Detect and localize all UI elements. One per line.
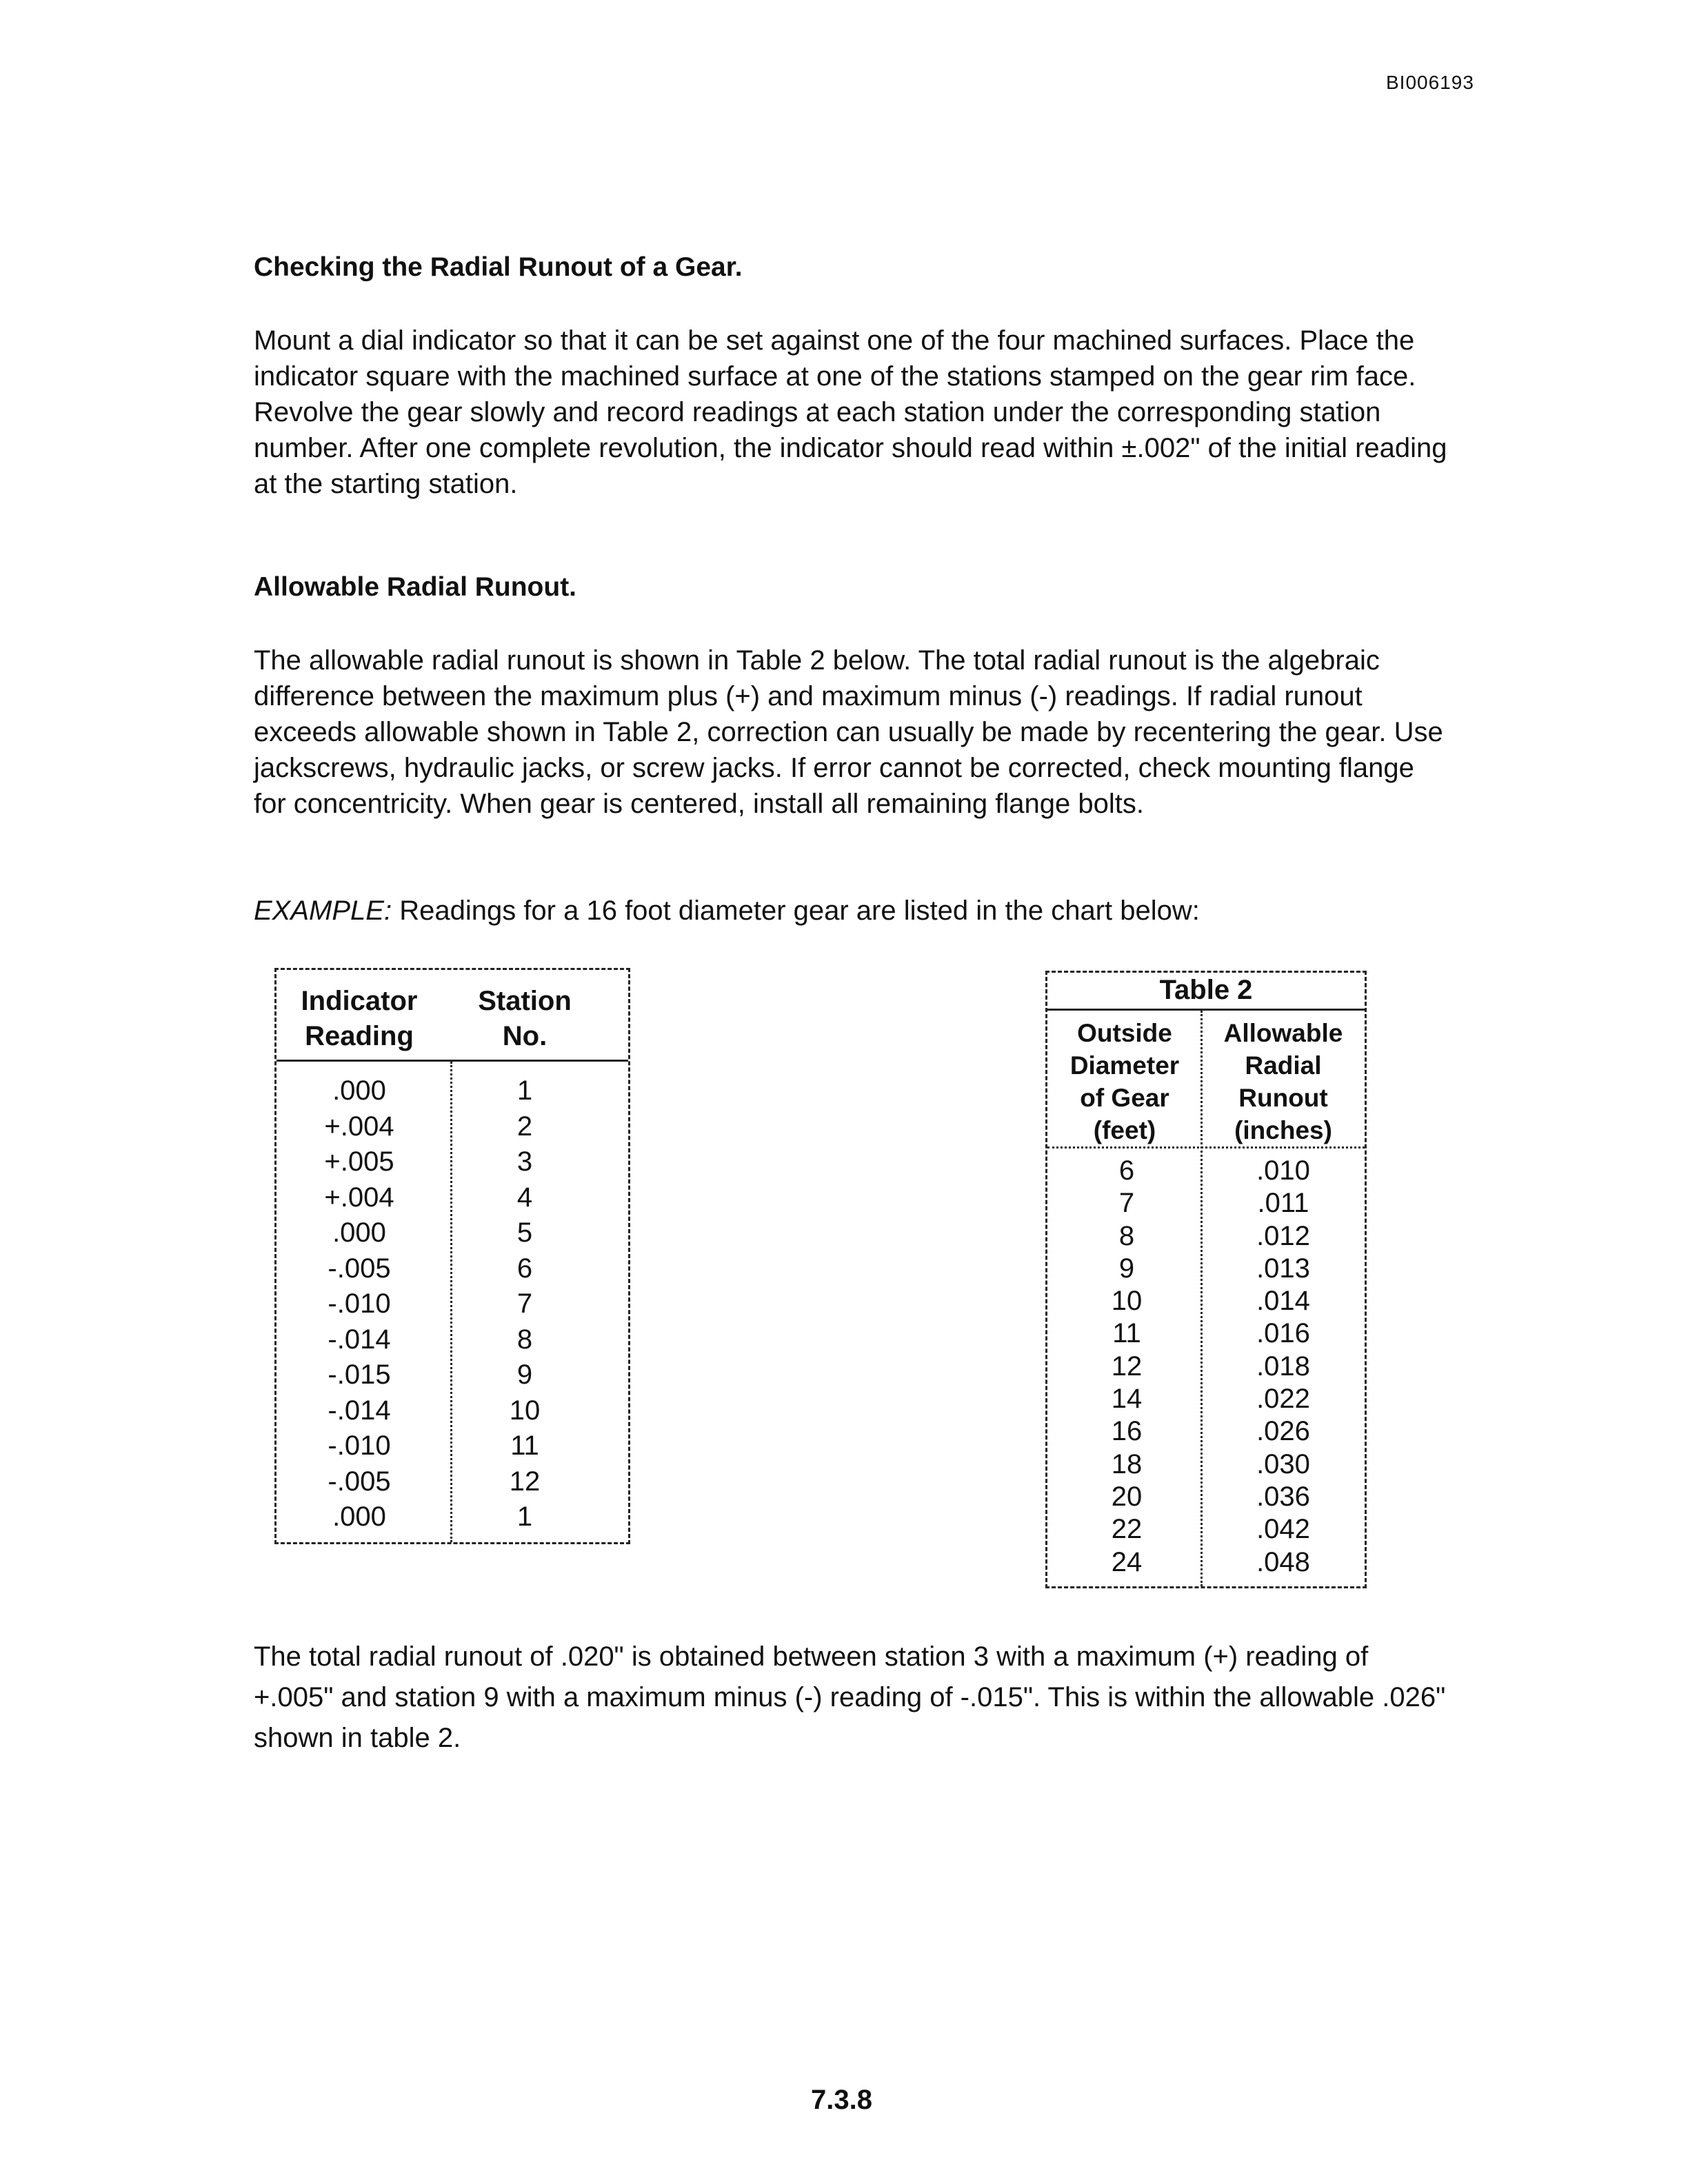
diameter-cell: 24	[1111, 1546, 1143, 1577]
diameter-cell: 6	[1118, 1155, 1135, 1186]
diameter-column	[1061, 1155, 1192, 1579]
allowable-runout-table	[1045, 971, 1367, 1588]
station-number-cell: 7	[516, 1288, 533, 1319]
station-number-cell: 8	[516, 1324, 533, 1355]
title-divider	[1047, 1009, 1365, 1011]
runout-cell: .013	[1256, 1253, 1310, 1284]
indicator-reading-cell: -.010	[328, 1430, 391, 1461]
diameter-cell: 8	[1118, 1220, 1135, 1251]
runout-cell: .036	[1256, 1481, 1310, 1512]
diameter-cell: 14	[1111, 1384, 1143, 1415]
runout-cell: .042	[1256, 1514, 1310, 1545]
diameter-cell: 9	[1118, 1253, 1135, 1284]
indicator-reading-cell: .000	[332, 1502, 386, 1532]
indicator-reading-cell: -.005	[328, 1253, 391, 1284]
station-number-cell: 11	[510, 1430, 539, 1461]
example-paragraph	[254, 893, 1448, 929]
indicator-reading-cell: +.005	[324, 1146, 394, 1177]
runout-cell: .030	[1256, 1448, 1310, 1479]
table2-header-runout	[1206, 1017, 1360, 1146]
runout-cell: .018	[1256, 1351, 1310, 1382]
page-number: 7.3.8	[811, 2085, 872, 2115]
station-number-cell: 3	[516, 1146, 533, 1177]
station-number-cell: 1	[516, 1502, 533, 1532]
runout-cell: .026	[1256, 1416, 1310, 1447]
column-divider	[1200, 1011, 1203, 1586]
diameter-cell: 10	[1111, 1286, 1143, 1317]
runout-cell: .016	[1256, 1318, 1310, 1349]
runout-cell: .012	[1256, 1220, 1310, 1251]
runout-cell: .010	[1256, 1155, 1310, 1186]
readings-column	[290, 1073, 428, 1535]
runout-cell: .014	[1256, 1286, 1310, 1317]
runout-cell: .022	[1256, 1384, 1310, 1415]
readings-table	[274, 968, 630, 1544]
readings-header-station	[449, 984, 601, 1054]
runout-cell: .011	[1257, 1188, 1309, 1219]
indicator-reading-cell: -.015	[328, 1359, 391, 1390]
station-number-cell: 9	[516, 1359, 533, 1390]
header-divider	[1047, 1146, 1365, 1149]
indicator-reading-cell: .000	[332, 1075, 386, 1106]
table2-header-diameter	[1053, 1017, 1196, 1146]
stations-column	[463, 1073, 587, 1535]
diameter-cell: 20	[1111, 1481, 1143, 1512]
example-text: Readings for a 16 foot diameter gear are listed in the chart below:	[392, 896, 1200, 926]
station-number-cell: 5	[516, 1217, 533, 1248]
document-id: BI006193	[1386, 72, 1474, 93]
radial-runout-heading: Checking the Radial Runout of a Gear.	[254, 252, 743, 282]
header-divider	[277, 1060, 628, 1062]
header-text: Allowable Radial Runout (inches)	[1223, 1019, 1343, 1144]
station-number-cell: 6	[516, 1253, 533, 1284]
station-number-cell: 4	[516, 1182, 533, 1213]
station-number-cell: 2	[516, 1111, 533, 1142]
station-number-cell: 12	[509, 1466, 541, 1497]
station-number-cell: 10	[509, 1395, 541, 1426]
indicator-reading-cell: -.014	[328, 1324, 391, 1355]
table2-title: Table 2	[1159, 975, 1253, 1005]
readings-header-indicator	[283, 984, 435, 1054]
diameter-cell: 22	[1111, 1514, 1143, 1545]
indicator-reading-cell: +.004	[324, 1111, 394, 1142]
indicator-reading-cell: +.004	[324, 1182, 394, 1213]
diameter-cell: 18	[1111, 1448, 1143, 1479]
runout-column	[1207, 1155, 1359, 1579]
conclusion-paragraph: The total radial runout of .020" is obtained between station 3 with a maximum (+) reading of +.005" and station 9 with a maximum minus (-) reading of -.015". This is within the allowable .026" shown in table 2.	[254, 1641, 1446, 1753]
runout-cell: .048	[1256, 1546, 1310, 1577]
allowable-runout-heading: Allowable Radial Runout.	[254, 572, 577, 602]
station-number-cell: 1	[516, 1075, 533, 1106]
indicator-reading-cell: -.005	[328, 1466, 391, 1497]
indicator-reading-cell: -.014	[328, 1395, 391, 1426]
indicator-reading-cell: -.010	[328, 1288, 391, 1319]
header-text: Outside Diameter of Gear (feet)	[1069, 1019, 1180, 1144]
header-text: Indicator Reading	[301, 986, 418, 1051]
column-divider	[450, 1062, 452, 1542]
diameter-cell: 7	[1118, 1188, 1135, 1219]
diameter-cell: 11	[1112, 1318, 1141, 1349]
diameter-cell: 16	[1111, 1416, 1143, 1447]
header-text: Station No.	[478, 986, 572, 1051]
radial-runout-paragraph: Mount a dial indicator so that it can be set against one of the four machined surfaces. Place the indicator square with the machined surface at one of the stations stamped on the gear rim face. Revolve the gear slowly and record readings at each station under the corresponding station number. After one complete revolution, the indicator should read within ±.002" of the initial reading at the starting station.	[254, 325, 1447, 499]
example-label: EXAMPLE:	[254, 896, 392, 926]
allowable-runout-paragraph: The allowable radial runout is shown in Table 2 below. The total radial runout is the algebraic difference between the maximum plus (+) and maximum minus (-) readings. If radial runout exceeds allowable shown in Table 2, correction can usually be made by recentering the gear. Use jackscrews, hydraulic jacks, or screw jacks. If error cannot be corrected, check mounting flange for concentricity. When gear is centered, install all remaining flange bolts.	[254, 645, 1443, 819]
diameter-cell: 12	[1111, 1351, 1143, 1382]
indicator-reading-cell: .000	[332, 1217, 386, 1248]
